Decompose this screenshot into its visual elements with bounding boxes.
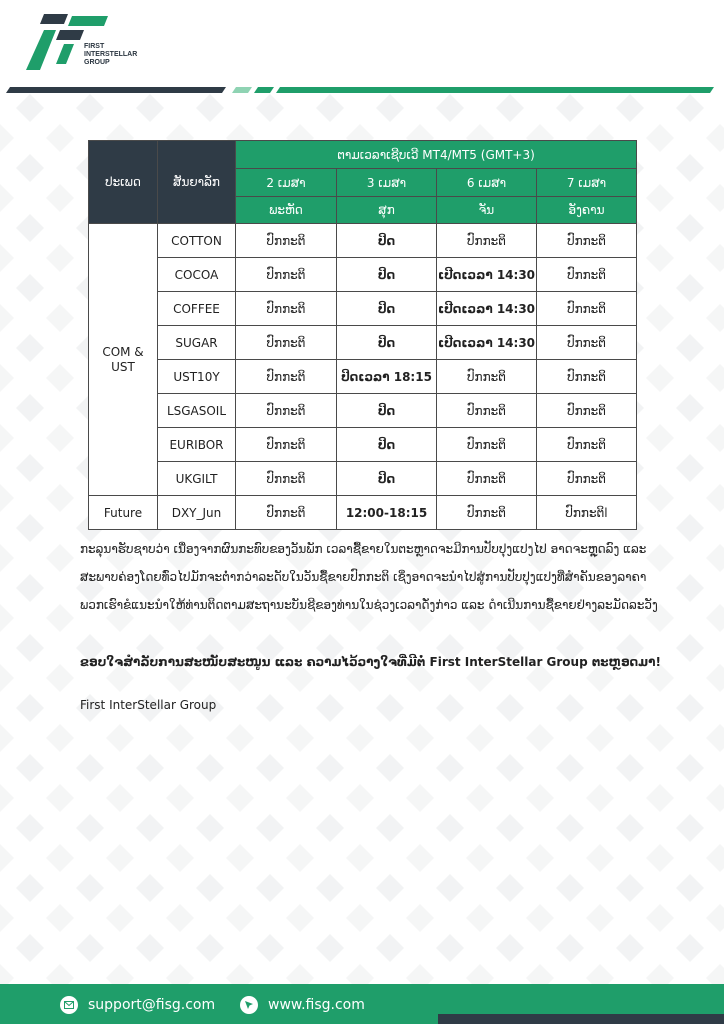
notice-line-1: ກະລຸນາຮັບຊາບວ່າ ເນື່ອງຈາກຜົນກະທົບຂອງວັນພັກ ເວລາຊື້ຂາຍໃນຕະຫຼາດຈະມີການປັບປຸງແປງໄປ ອາດຈະຫຼຸດລົງ ແລະ <box>80 542 647 556</box>
footer-website[interactable] <box>240 994 365 1016</box>
status-cell: ປົກກະຕິ <box>537 394 637 428</box>
symbol-cell: EURIBOR <box>158 428 236 462</box>
footer-email[interactable] <box>60 994 215 1016</box>
status-cell: ປົກກະຕິ <box>537 428 637 462</box>
website-text[interactable]: www.fisg.com <box>268 997 365 1013</box>
status-cell: ປົກກະຕິ <box>236 360 337 394</box>
status-cell: ປົກກະຕິ <box>437 428 537 462</box>
status-cell: ປິດ <box>337 394 437 428</box>
header-date: 7 ເມສາ <box>537 169 637 197</box>
symbol-cell: UST10Y <box>158 360 236 394</box>
symbol-cell: SUGAR <box>158 326 236 360</box>
status-cell: ເປີດເວລາ 14:30 <box>437 292 537 326</box>
table-row <box>89 292 637 326</box>
brand-name <box>84 43 137 67</box>
header-divider <box>0 86 724 94</box>
status-cell: ປິດເວລາ 18:15 <box>337 360 437 394</box>
header-day: ອັງຄານ <box>537 197 637 224</box>
table-row <box>89 496 637 530</box>
status-cell: ປົກກະຕິ <box>236 462 337 496</box>
footer-accent <box>438 1014 724 1024</box>
header-day: ພະຫັດ <box>236 197 337 224</box>
header-symbol: ສັນຍາລັກ <box>158 141 236 224</box>
brand-line-2: INTERSTELLAR <box>84 51 138 58</box>
status-cell: ປົກກະຕິ <box>236 326 337 360</box>
signature: First InterStellar Group <box>80 698 217 712</box>
status-cell: ປົກກະຕິ <box>537 462 637 496</box>
status-cell: ປົກກະຕິ <box>437 462 537 496</box>
notice-line-3: ພວກເຮົາຂໍແນະນຳໃຫ້ທ່ານຕິດຕາມສະຖານະບັນຊີຂອງທ່ານໃນຊ່ວງເວລາດັ່ງກ່າວ ແລະ ດຳເນີນການຊື້ຂາຍຢ່າງລະມັດລະວັງ <box>80 598 658 612</box>
header-day: ສຸກ <box>337 197 437 224</box>
group-type-label: COM & UST <box>102 344 144 374</box>
status-cell: ປົກກະຕິ <box>437 394 537 428</box>
symbol-cell: COTTON <box>158 224 236 258</box>
symbol-cell: LSGASOIL <box>158 394 236 428</box>
table-row <box>89 462 637 496</box>
status-cell: ປິດ <box>337 258 437 292</box>
status-cell: ປົກກະຕິ <box>537 258 637 292</box>
status-cell: ປົກກະຕິ <box>236 496 337 530</box>
status-cell: ປົກກະຕິ <box>236 258 337 292</box>
symbol-cell: COFFEE <box>158 292 236 326</box>
status-cell: ປົກກະຕິ <box>236 428 337 462</box>
status-cell: ປິດ <box>337 428 437 462</box>
header-date: 6 ເມສາ <box>437 169 537 197</box>
symbol-cell: COCOA <box>158 258 236 292</box>
status-cell: ປົກກະຕິ <box>537 292 637 326</box>
symbol-cell: DXY_Jun <box>158 496 236 530</box>
status-cell: ເປີດເວລາ 14:30 <box>437 258 537 292</box>
email-text[interactable]: support@fisg.com <box>88 997 216 1013</box>
status-cell: ປົກກະຕິ <box>537 360 637 394</box>
status-cell: ປິດ <box>337 326 437 360</box>
header-server-time: ຕາມເວລາເຊີບເວີ MT4/MT5 (GMT+3) <box>236 141 637 169</box>
status-cell: ປົກກະຕິ <box>437 224 537 258</box>
group-type-future: Future <box>89 496 158 530</box>
table-row <box>89 394 637 428</box>
status-cell: ເປີດເວລາ 14:30 <box>437 326 537 360</box>
notice-line-2: ສະພາບຄ່ອງໂດຍທົ່ວໄປມັກຈະຕ່ຳກວ່າລະດັບໃນວັນຊື້ຂາຍປົກກະຕິ ເຊິ່ງອາດຈະນຳໄປສູ່ການປັບປຸງແປງທີ່ສຳຄັນຂອງລາຄາ <box>80 570 647 584</box>
table-row <box>89 224 637 258</box>
brand-line-1: FIRST <box>84 43 105 50</box>
status-cell: ປິດ <box>337 224 437 258</box>
table-row <box>89 326 637 360</box>
status-cell: ປົກກະຕິ <box>537 224 637 258</box>
status-cell: ປົກກະຕິ <box>236 292 337 326</box>
thanks-message: ຂອບໃຈສຳລັບການສະໜັບສະໜູນ ແລະ ຄວາມໄວ້ວາງໃຈທີ່ມີຕໍ່ First InterStellar Group ຕະຫຼອດມາ! <box>80 655 661 669</box>
header-date: 2 ເມສາ <box>236 169 337 197</box>
status-cell: ປົກກະຕິ <box>236 394 337 428</box>
table-row <box>89 360 637 394</box>
cursor-icon <box>240 996 258 1014</box>
header-type: ປະເພດ <box>89 141 158 224</box>
holiday-schedule-table <box>88 140 637 530</box>
symbol-cell: UKGILT <box>158 462 236 496</box>
status-cell: ປົກກະຕິ <box>437 496 537 530</box>
header-date: 3 ເມສາ <box>337 169 437 197</box>
brand-line-3: GROUP <box>84 59 110 66</box>
email-icon <box>60 996 78 1014</box>
status-cell: ປິດ <box>337 292 437 326</box>
group-type-com-ust <box>89 224 158 496</box>
status-cell: ປົກກະຕິ <box>537 326 637 360</box>
table-row <box>89 428 637 462</box>
table-row <box>89 258 637 292</box>
status-cell: 12:00-18:15 <box>337 496 437 530</box>
status-cell: ປິດ <box>337 462 437 496</box>
status-cell: ປົກກະຕິ <box>236 224 337 258</box>
status-cell: ປົກກະຕິl <box>537 496 637 530</box>
status-cell: ປົກກະຕິ <box>437 360 537 394</box>
header-day: ຈັນ <box>437 197 537 224</box>
